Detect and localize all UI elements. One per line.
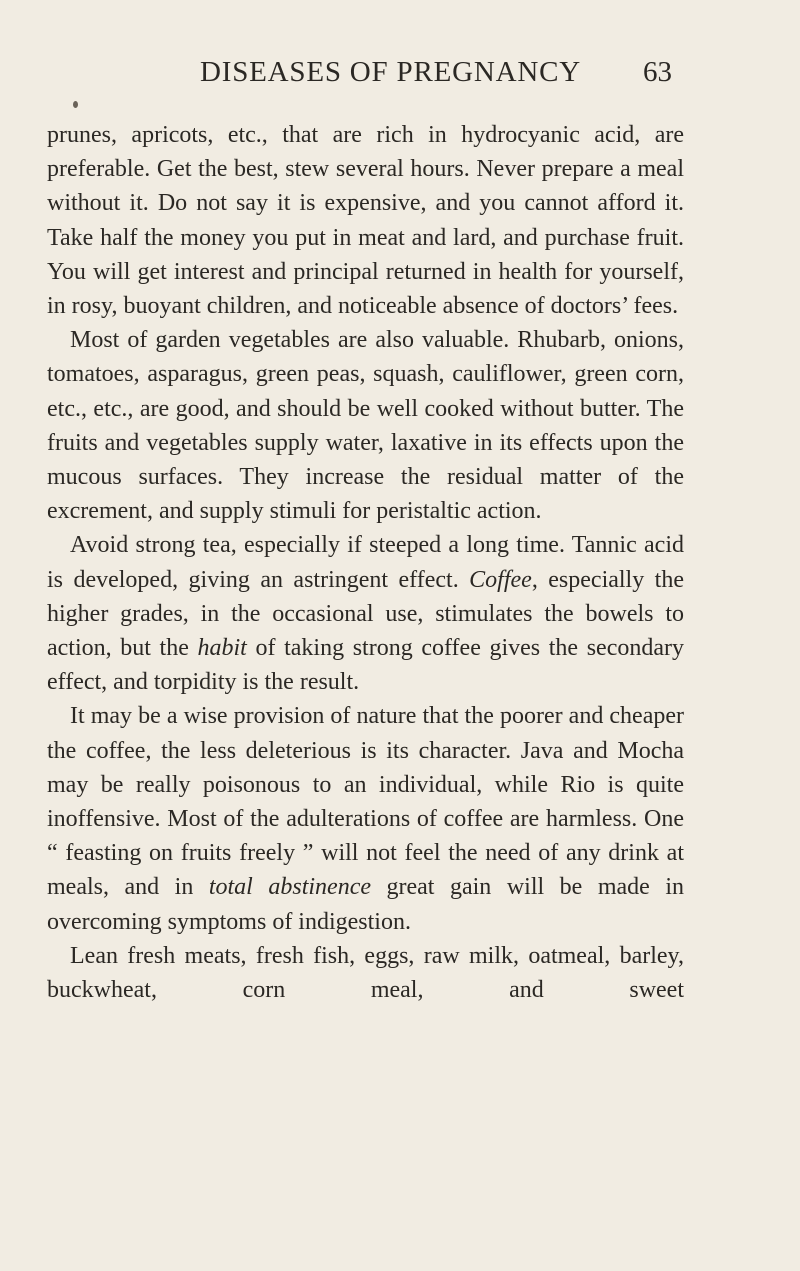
chapter-title: DISEASES OF PREGNANCY: [200, 56, 581, 88]
paragraph-text: Most of garden vegetables are also valuable. Rhubarb, onions, tomatoes, asparagus, green peas, squash, cauliflower, green corn, etc., etc., are good, and should be well cooked without butter. The fruits and vegetables supply water, laxative in its effects upon the mucous surfaces. They increase the residual matter of the excrement, and supply stimuli for peristaltic action.: [47, 327, 684, 525]
page-number: 63: [643, 56, 672, 88]
paragraph-vegetables: [47, 323, 684, 528]
paragraph-text: , especially the higher grades, in the occasional use, stimulates the bowels to action, but the: [47, 566, 684, 662]
paragraph-text: of taking strong coffee gives the secondary effect, and torpidity is the result.: [47, 635, 684, 696]
ink-speck: [73, 101, 78, 108]
paragraph-text: Avoid strong tea, especially if steeped a long time. Tannic acid is developed, giving an astringent effect.: [47, 532, 684, 593]
paragraph-lean-meats: [47, 939, 684, 1007]
italic-term-habit: habit: [197, 635, 247, 662]
paragraph-text: Lean fresh meats, fresh fish, eggs, raw milk, oatmeal, barley, buckwheat, corn meal, and sweet: [47, 942, 684, 1004]
paragraph-text: prunes, apricots, etc., that are rich in hydrocyanic acid, are preferable. Get the best, stew several hours. Never prepare a meal without it. Do not say it is expensive, and you cannot afford it. Take half the money you put in meat and lard, and purchase fruit. You will get interest and principal returned in health for yourself, in rosy, buoyant children, and noticeable absence of doctors’ fees.: [47, 122, 684, 320]
paragraph-prunes: [47, 118, 684, 323]
paragraph-cheaper-coffee: [47, 699, 684, 938]
running-head: [0, 52, 800, 92]
paragraph-text: It may be a wise provision of nature that the poorer and cheaper the coffee, the less deleterious is its character. Java and Mocha may be really poisonous to an individual, while Rio is quite inoffensive. Most of the adulterations of coffee are harmless. One “ feasting on fruits freely ” will not feel the need of any drink at meals, and in: [47, 703, 684, 901]
italic-term-total-abstinence: total abstinence: [208, 874, 371, 901]
body-text: [47, 118, 684, 1007]
paragraph-text: great gain will be made in overcoming symptoms of indigestion.: [47, 874, 684, 935]
paragraph-tea-coffee: [47, 528, 684, 699]
italic-term-coffee: Coffee: [469, 566, 532, 593]
